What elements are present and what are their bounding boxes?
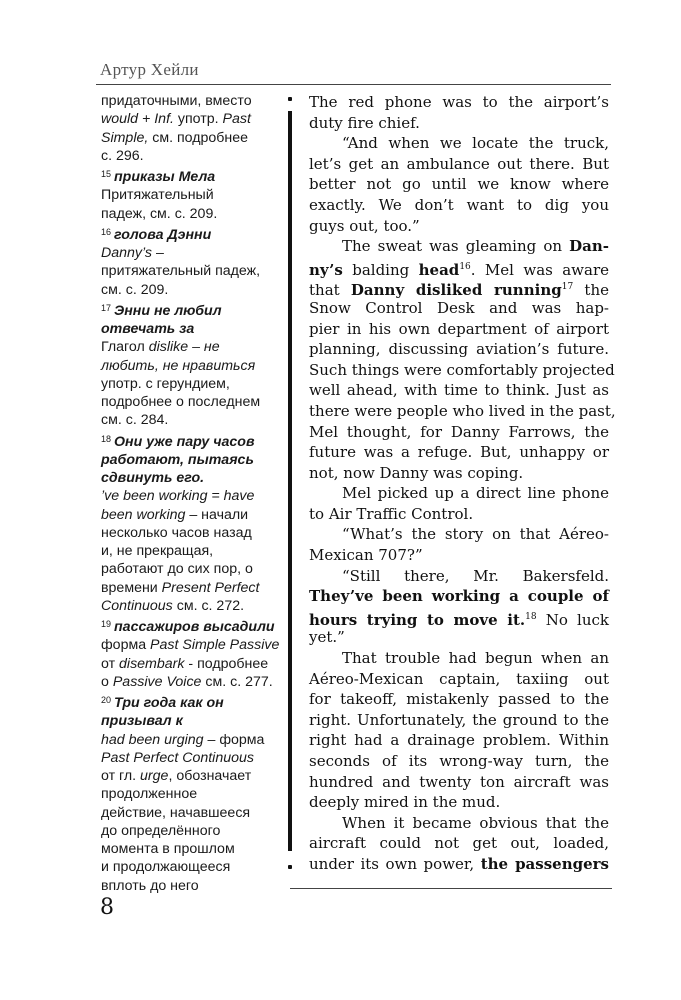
text-line: Aéreo-Mexican captain, taxiing out (309, 669, 609, 688)
note-line: вплоть до него (101, 877, 199, 894)
note-line: Danny’s – (101, 245, 164, 261)
vocabulary-notes-column (101, 92, 280, 895)
text-line: future was a refuge. But, unhappy or (309, 443, 609, 462)
text-line: seconds of its wrong-way turn, the (309, 752, 609, 770)
note-19-heading: $^{19}$ пассажиров высадили (101, 619, 275, 635)
text-line: The red phone was to the airport’s (309, 93, 609, 111)
text-line: well ahead, with time to think. Just as (309, 381, 609, 400)
note-17-heading-cont: отвечать за (101, 321, 195, 337)
text-line: Mexican 707?” (309, 546, 423, 565)
note-line: и, не прекращая, (101, 543, 214, 559)
text-line: hundred and twenty ton aircraft was (309, 772, 609, 791)
note-line: been working – начали (101, 506, 249, 523)
text-line: guys out, too.” (309, 216, 420, 235)
text-line: duty fire chief. (309, 113, 420, 132)
note-line: употр. с герундием, (101, 375, 230, 392)
note-18-heading-cont: сдвинуть его. (101, 470, 205, 486)
text-line: “Still there, Mr. Bakersfeld. (342, 566, 609, 585)
divider-bottom-dot (288, 865, 292, 869)
note-line: действие, начавшееся (101, 804, 251, 821)
note-line: любить, не нравиться (101, 357, 256, 374)
note-line: придаточными, вместо (101, 93, 252, 109)
text-line: pier in his own department of airport (309, 319, 609, 338)
text-line: aircraft could not get out, loaded, (309, 834, 609, 853)
text-line: yet.” (309, 628, 345, 647)
text-line: Mel picked up a direct line phone (342, 484, 609, 503)
footer-rule (290, 888, 612, 889)
text-line: Snow Control Desk and was hap- (309, 298, 609, 317)
note-18-heading: $^{18}$ Они уже пару часов (101, 433, 255, 450)
note-line: падеж, см. с. 209. (101, 205, 218, 222)
note-line: несколько часов назад (101, 524, 252, 541)
text-line: Mel thought, for Danny Farrows, the (309, 422, 609, 441)
text-line: planning, discussing aviation’s future. (309, 340, 609, 359)
text-line: “And when we locate the truck, (342, 134, 609, 153)
note-line: продолженное (101, 786, 198, 803)
note-18-heading-cont: работают, пытаясь (101, 451, 254, 468)
text-line: The sweat was gleaming on Dan- (342, 237, 609, 256)
main-text-column (309, 92, 616, 875)
text-line: hours trying to move it.$^{18}$ No luck (309, 610, 609, 629)
column-divider (288, 97, 292, 869)
note-line: would + Inf. употр. Past (101, 111, 251, 128)
text-line: let’s get an ambulance out there. But (309, 154, 609, 173)
note-20-heading: $^{20}$ Три года как он (101, 695, 224, 711)
text-line: When it became obvious that the (342, 813, 609, 832)
note-line: ’ve been working = have (101, 488, 255, 505)
note-line: подробнее о последнем (101, 394, 261, 410)
text-line: to Air Traffic Control. (309, 504, 474, 523)
divider-bar (288, 111, 292, 851)
note-line: см. с. 284. (101, 412, 169, 429)
text-line: right. Unfortunately, the ground to the (309, 710, 609, 729)
divider-top-dot (288, 97, 292, 101)
note-line: Continuous см. с. 272. (101, 597, 245, 614)
note-line: Past Perfect Continuous (101, 749, 254, 766)
note-line: притяжательный падеж, (101, 263, 261, 280)
note-line: Притяжательный (101, 187, 214, 204)
note-line: с. 296. (101, 147, 144, 164)
note-line: о Passive Voice см. с. 277. (101, 673, 273, 690)
text-line: That trouble had begun when an (342, 649, 609, 668)
text-line: exactly. We don’t want to dig you (309, 195, 609, 214)
note-15-heading: $^{15}$ приказы Мела (101, 169, 216, 185)
note-line: Simple, см. подробнее (101, 129, 249, 146)
note-line: Глагол dislike – не (101, 339, 220, 356)
text-line: for takeoff, mistakenly passed to the (309, 690, 609, 709)
note-line: от гл. urge, обозначает (101, 768, 252, 784)
text-line: Such things were comfortably projected (309, 360, 615, 379)
text-line: better not go until we know where (309, 175, 609, 194)
note-16-heading: $^{16}$ голова Дэнни (101, 226, 212, 243)
text-line: there were people who lived in the past, (309, 401, 616, 420)
note-line: времени Present Perfect (101, 579, 260, 596)
note-line: момента в прошлом (101, 841, 235, 857)
header-rule (96, 84, 611, 85)
text-line: They’ve been working a couple of (309, 587, 609, 606)
note-line: от disembark - подробнее (101, 655, 269, 672)
text-line: ny’s balding head$^{16}$. Mel was aware (309, 260, 609, 279)
text-line: under its own power, the passengers (309, 854, 609, 873)
note-17-heading: $^{17}$ Энни не любил (101, 302, 222, 319)
note-line: работают до сих пор, о (101, 561, 253, 578)
note-line: форма Past Simple Passive (101, 637, 280, 654)
note-line: и продолжающееся (101, 859, 231, 876)
note-line: см. с. 209. (101, 281, 169, 298)
text-line: not, now Danny was coping. (309, 463, 524, 482)
note-20-heading-cont: призывал к (101, 713, 183, 730)
running-header-author: Артур Хейли (100, 60, 199, 79)
text-line: that Danny disliked running$^{17}$ the (309, 281, 609, 300)
note-line: had been urging – форма (101, 731, 265, 748)
text-line: deeply mired in the mud. (309, 793, 501, 812)
text-line: right had a drainage problem. Within (309, 731, 609, 750)
text-line: “What’s the story on that Aéreo- (342, 525, 609, 544)
page-number: 8 (100, 895, 114, 920)
note-line: до определённого (101, 822, 221, 839)
